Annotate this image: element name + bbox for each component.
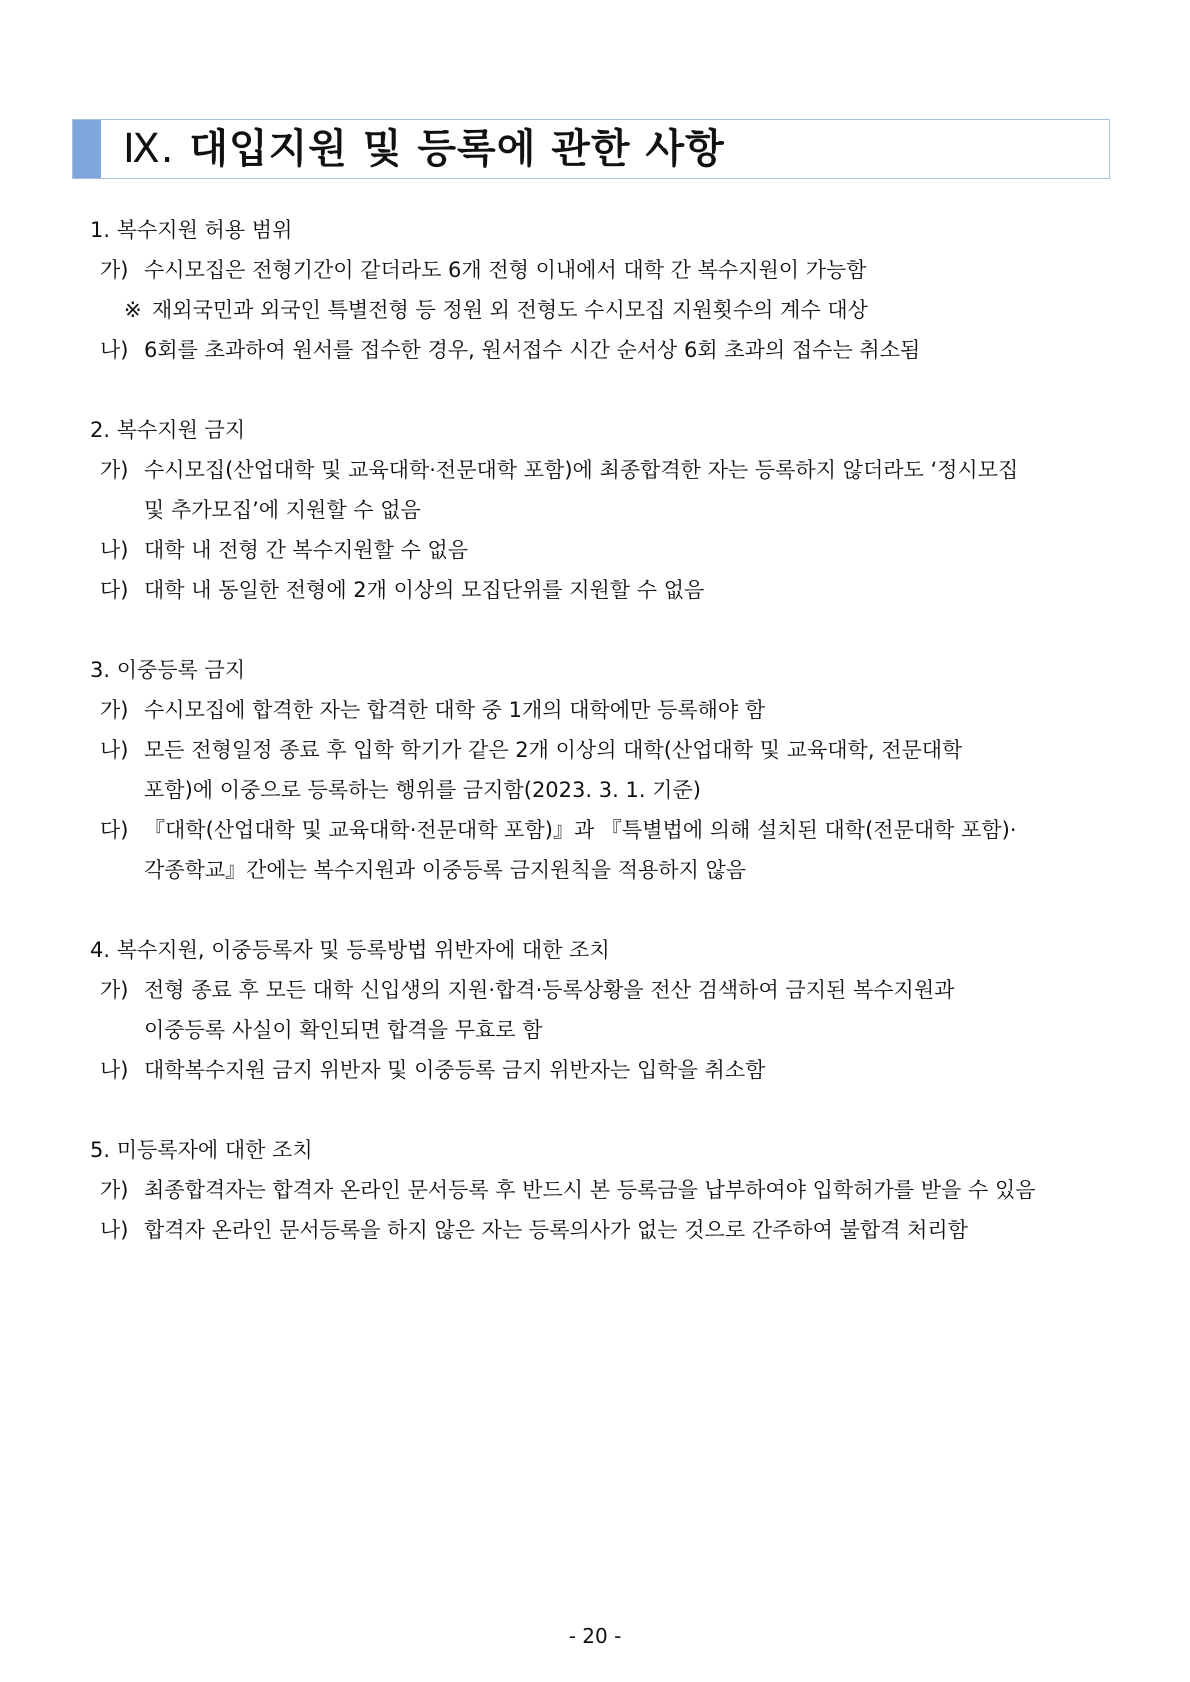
item-marker: 나)	[100, 1218, 129, 1242]
item-line: 이중등록 사실이 확인되면 합격을 무효로 함	[144, 1018, 543, 1042]
item-marker: 나)	[100, 338, 129, 362]
list-item	[72, 970, 1112, 1050]
page-number: - 20 -	[568, 1624, 622, 1648]
item-marker: 나)	[100, 1058, 129, 1082]
item-line: 합격자 온라인 문서등록을 하지 않은 자는 등록의사가 없는 것으로 간주하여 불합격 처리함	[144, 1218, 969, 1242]
chapter-title-text: 대입지원 및 등록에 관한 사항	[189, 126, 725, 172]
list-item	[72, 1170, 1112, 1210]
list-item	[72, 530, 1112, 570]
item-line: 전형 종료 후 모든 대학 신입생의 지원·합격·등록상황을 전산 검색하여 금지된 복수지원과	[144, 978, 955, 1002]
item-line: 최종합격자는 합격자 온라인 문서등록 후 반드시 본 등록금을 납부하여야 입학허가를 받을 수 있음	[144, 1178, 1036, 1202]
section-title: 1. 복수지원 허용 범위	[90, 218, 293, 242]
item-marker: 다)	[100, 818, 129, 842]
list-item	[72, 1050, 1112, 1090]
note-marker: ※	[124, 298, 142, 322]
document-body	[72, 210, 1112, 1290]
section-title: 2. 복수지원 금지	[90, 418, 246, 442]
item-line: 각종학교』간에는 복수지원과 이중등록 금지원칙을 적용하지 않음	[144, 858, 747, 882]
section-1	[72, 210, 1112, 370]
note-line: 재외국민과 외국인 특별전형 등 정원 외 전형도 수시모집 지원횟수의 계수 대상	[152, 298, 868, 322]
item-line: 수시모집은 전형기간이 같더라도 6개 전형 이내에서 대학 간 복수지원이 가능함	[144, 258, 867, 282]
item-line: 모든 전형일정 종료 후 입학 학기가 같은 2개 이상의 대학(산업대학 및 교육대학, 전문대학	[144, 738, 963, 762]
section-5	[72, 1130, 1112, 1250]
item-line: 수시모집에 합격한 자는 합격한 대학 중 1개의 대학에만 등록해야 함	[144, 698, 766, 722]
item-line: 포함)에 이중으로 등록하는 행위를 금지함(2023. 3. 1. 기준)	[144, 778, 701, 802]
section-title: 3. 이중등록 금지	[90, 658, 246, 682]
item-line: 6회를 초과하여 원서를 접수한 경우, 원서접수 시간 순서상 6회 초과의 접수는 취소됨	[144, 338, 921, 362]
chapter-title	[123, 124, 725, 174]
item-line: 『대학(산업대학 및 교육대학·전문대학 포함)』과 『특별법에 의해 설치된 대학(전문대학 포함)·	[144, 818, 1017, 842]
header-accent-bar	[73, 120, 101, 178]
item-marker: 가)	[100, 978, 129, 1002]
item-marker: 나)	[100, 538, 129, 562]
section-3	[72, 650, 1112, 890]
section-4	[72, 930, 1112, 1090]
section-title: 4. 복수지원, 이중등록자 및 등록방법 위반자에 대한 조치	[90, 938, 610, 962]
section-title: 5. 미등록자에 대한 조치	[90, 1138, 313, 1162]
item-marker: 가)	[100, 258, 129, 282]
list-item	[72, 810, 1112, 890]
item-marker: 가)	[100, 1178, 129, 1202]
list-item	[72, 450, 1112, 530]
item-marker: 다)	[100, 578, 129, 602]
item-line: 대학 내 동일한 전형에 2개 이상의 모집단위를 지원할 수 없음	[144, 578, 705, 602]
note-item	[72, 290, 1112, 330]
item-line: 및 추가모집’에 지원할 수 없음	[144, 498, 421, 522]
item-marker: 나)	[100, 738, 129, 762]
item-line: 수시모집(산업대학 및 교육대학·전문대학 포함)에 최종합격한 자는 등록하지 않더라도 ‘정시모집	[144, 458, 1019, 482]
list-item	[72, 690, 1112, 730]
item-line: 대학복수지원 금지 위반자 및 이중등록 금지 위반자는 입학을 취소함	[144, 1058, 766, 1082]
list-item	[72, 730, 1112, 810]
section-2	[72, 410, 1112, 610]
item-marker: 가)	[100, 458, 129, 482]
list-item	[72, 330, 1112, 370]
list-item	[72, 1210, 1112, 1250]
item-marker: 가)	[100, 698, 129, 722]
chapter-header	[72, 119, 1110, 179]
list-item	[72, 250, 1112, 290]
item-line: 대학 내 전형 간 복수지원할 수 없음	[144, 538, 469, 562]
list-item	[72, 570, 1112, 610]
chapter-number: Ⅸ.	[123, 126, 175, 172]
